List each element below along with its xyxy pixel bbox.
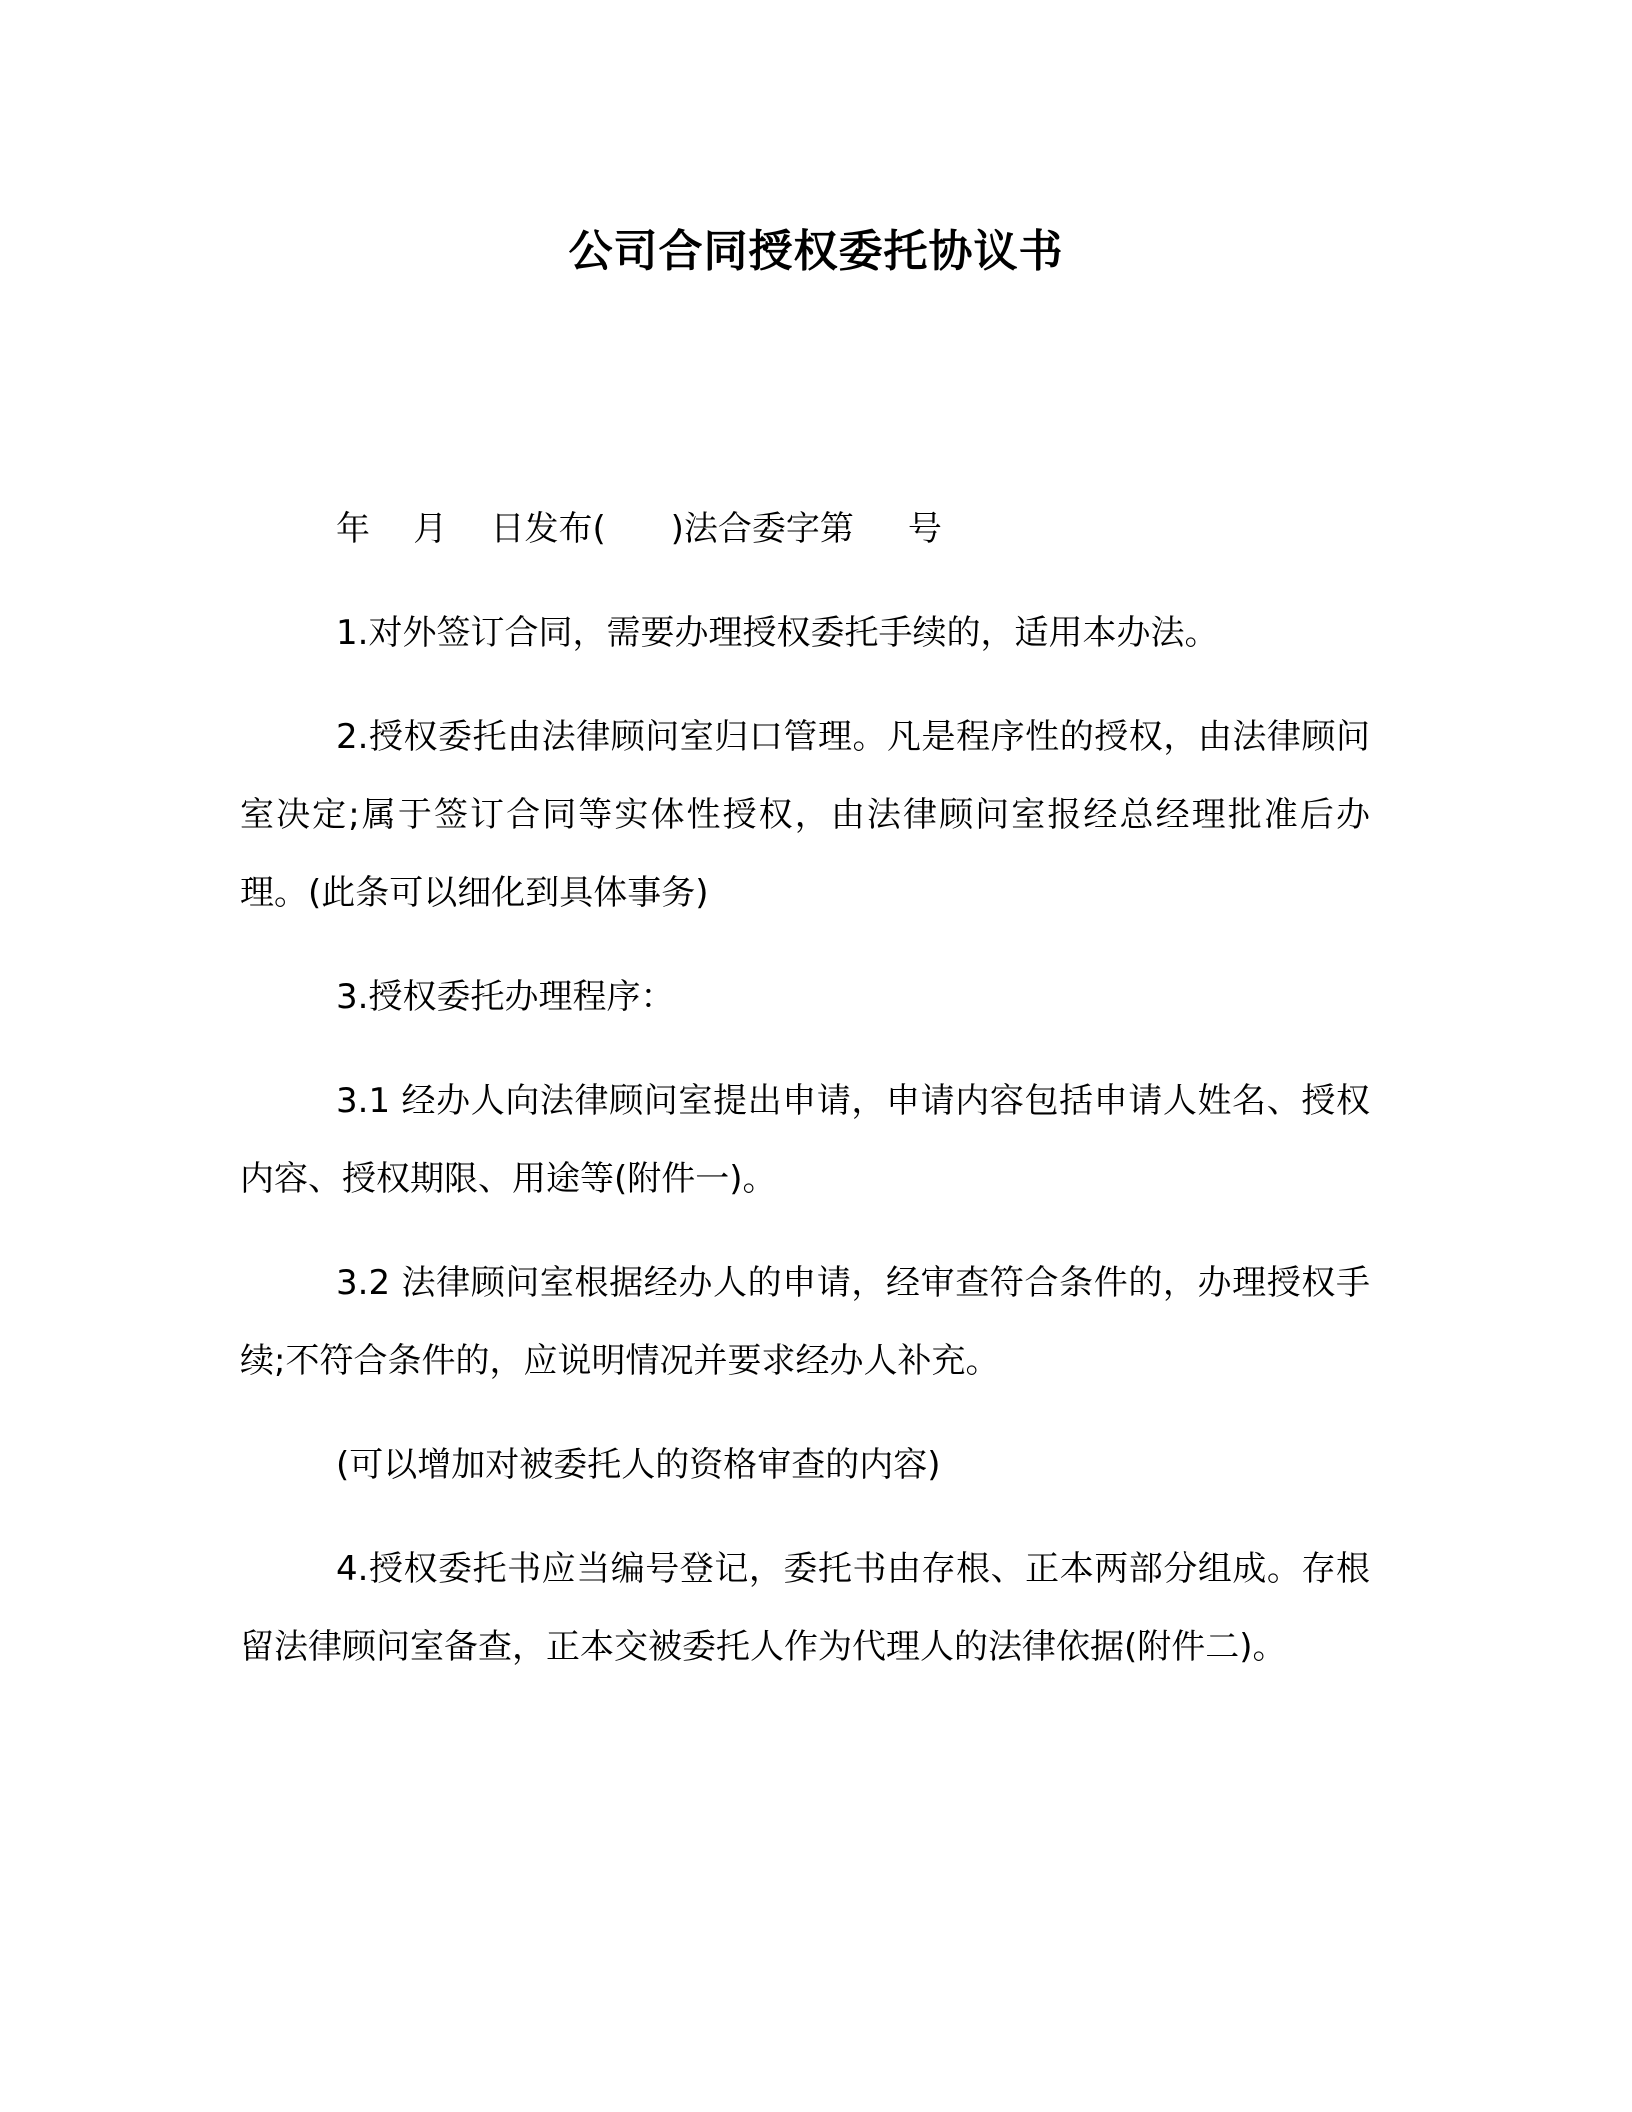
clause-note: (可以增加对被委托人的资格审查的内容) xyxy=(336,1445,941,1485)
clause-1: 1.对外签订合同，需要办理授权委托手续的，适用本办法。 xyxy=(336,613,1219,653)
document-title: 公司合同授权委托协议书 xyxy=(568,226,1064,277)
clause-4: 4.授权委托书应当编号登记，委托书由存根、正本两部分组成。存根留法律顾问室备查，正本交被委托人作为代理人的法律依据(附件二)。 xyxy=(240,1549,1370,1667)
document-body xyxy=(240,490,1370,1712)
issue-date-line: 年 月 日发布( )法合委字第 号 xyxy=(336,509,942,549)
clause-2: 2.授权委托由法律顾问室归口管理。凡是程序性的授权，由法律顾问室决定;属于签订合同等实体性授权，由法律顾问室报经总经理批准后办理。(此条可以细化到具体事务) xyxy=(240,717,1370,913)
clause-3: 3.授权委托办理程序： xyxy=(336,977,675,1017)
clause-3-2: 3.2 法律顾问室根据经办人的申请，经审查符合条件的，办理授权手续;不符合条件的，应说明情况并要求经办人补充。 xyxy=(240,1263,1370,1381)
clause-3-1: 3.1 经办人向法律顾问室提出申请，申请内容包括申请人姓名、授权内容、授权期限、用途等(附件一)。 xyxy=(240,1081,1370,1199)
